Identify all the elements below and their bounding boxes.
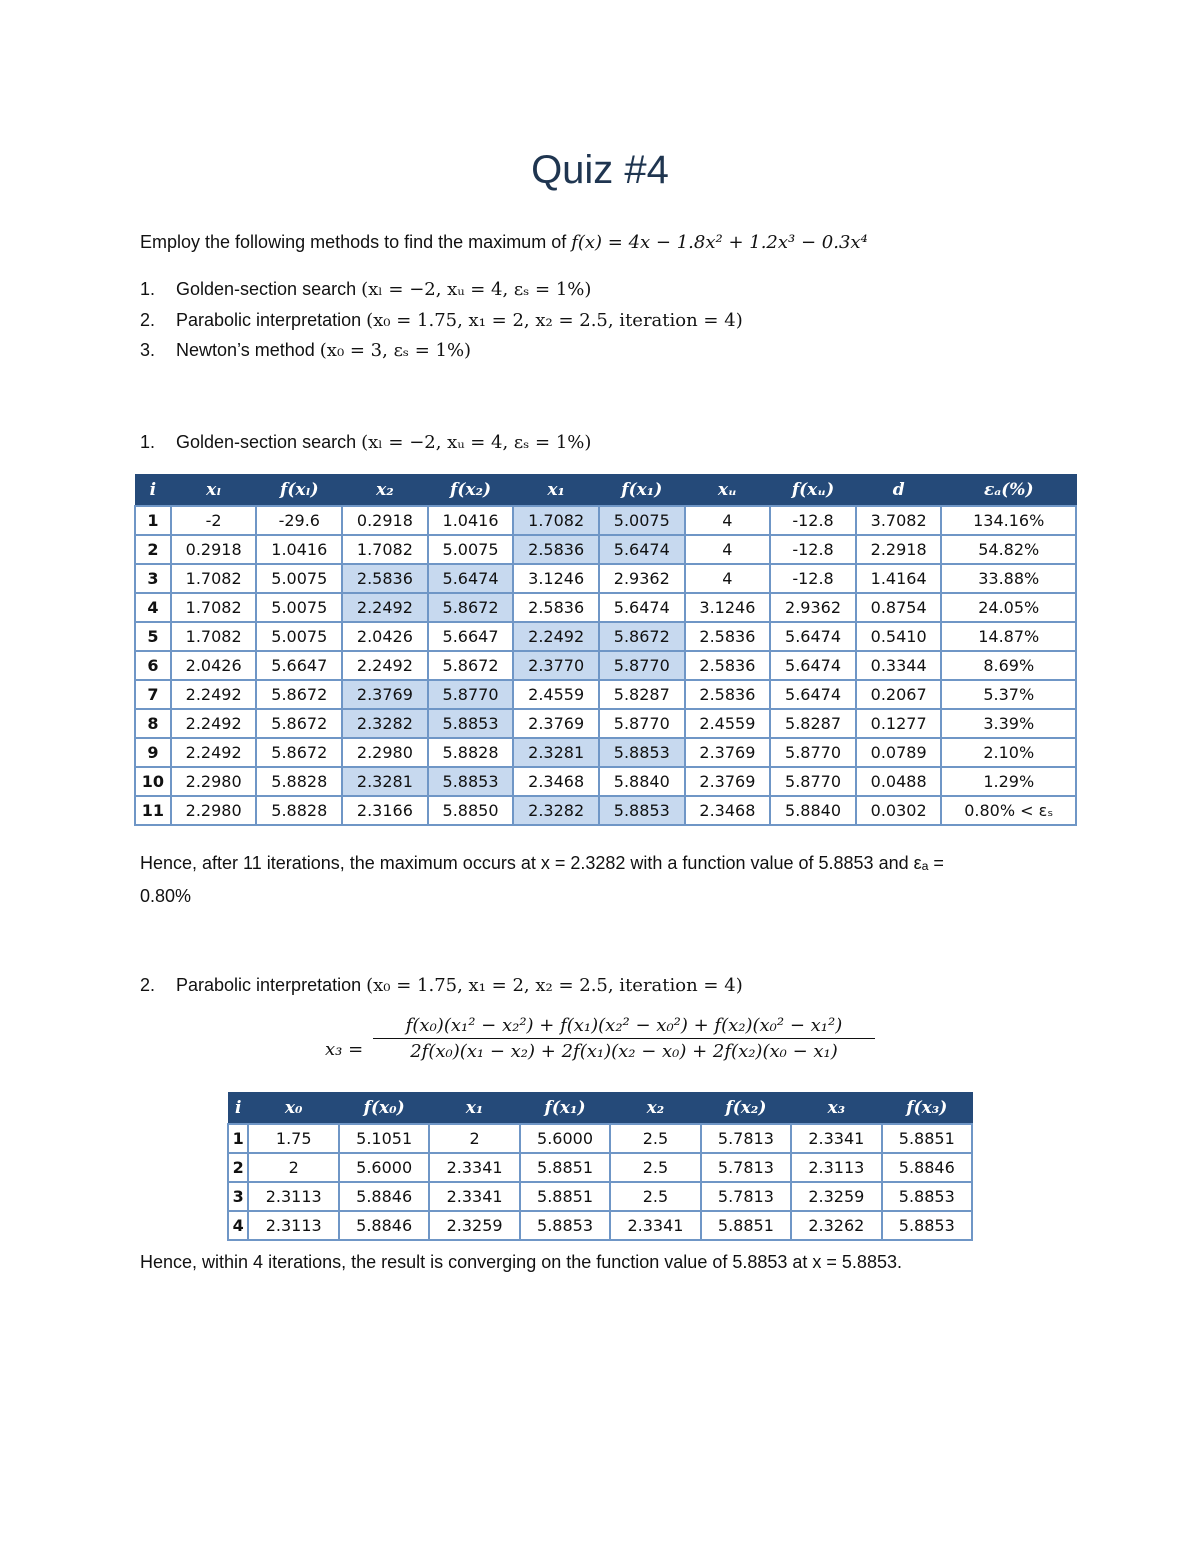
column-header: f(x₃): [882, 1093, 972, 1125]
method-item-1: [140, 279, 591, 300]
section-label: Parabolic interpretation: [176, 975, 362, 995]
table-cell: 2.3341: [791, 1124, 881, 1153]
column-header: f(xᵤ): [770, 475, 856, 507]
table-cell: 5.8853: [882, 1182, 972, 1211]
table-cell: 2.5836: [342, 564, 428, 593]
table-cell: 2.3769: [685, 767, 771, 796]
table-cell: 2.3468: [685, 796, 771, 825]
table-cell: 5.8770: [770, 738, 856, 767]
table-cell: 5.6474: [770, 651, 856, 680]
iteration-cell: 4: [135, 593, 171, 622]
formula-lhs: x₃ =: [325, 1039, 364, 1060]
table-cell: 2.3769: [513, 709, 599, 738]
table-cell: 5.6647: [428, 622, 514, 651]
column-header: i: [135, 475, 171, 507]
column-header: x₃: [791, 1093, 881, 1125]
column-header: i: [228, 1093, 248, 1125]
column-header: f(x₀): [339, 1093, 429, 1125]
method-item-2: [140, 310, 743, 331]
table-cell: 5.1051: [339, 1124, 429, 1153]
table-row: [135, 767, 1076, 796]
section-number: 1.: [140, 432, 156, 452]
iteration-cell: 3: [228, 1182, 248, 1211]
table-cell: -2: [171, 506, 257, 535]
table-cell: 2.5836: [513, 535, 599, 564]
table-cell: 2.2492: [171, 738, 257, 767]
table-cell: 1.7082: [171, 622, 257, 651]
table-cell: 3.1246: [685, 593, 771, 622]
table-cell: 5.8851: [520, 1153, 610, 1182]
table-cell: 5.8672: [428, 651, 514, 680]
table-cell: 1.7082: [342, 535, 428, 564]
table-cell: 2.3262: [791, 1211, 881, 1240]
column-header: x₁: [429, 1093, 519, 1125]
table-row: [228, 1153, 972, 1182]
table-cell: 2.10%: [941, 738, 1076, 767]
table-cell: 5.8853: [428, 709, 514, 738]
table-cell: 14.87%: [941, 622, 1076, 651]
table-cell: 1.75: [248, 1124, 338, 1153]
iteration-cell: 1: [228, 1124, 248, 1153]
table-cell: 2.5836: [513, 593, 599, 622]
table-cell: 4: [685, 564, 771, 593]
parabolic-table: [227, 1092, 973, 1241]
table-cell: 8.69%: [941, 651, 1076, 680]
table-cell: 1.7082: [171, 564, 257, 593]
table-cell: -12.8: [770, 506, 856, 535]
method-label: Golden-section search: [176, 279, 357, 299]
intro-line: [140, 232, 868, 253]
table-cell: 5.8840: [599, 767, 685, 796]
table-cell: 2.2980: [342, 738, 428, 767]
iteration-cell: 9: [135, 738, 171, 767]
table-cell: 5.37%: [941, 680, 1076, 709]
iteration-cell: 6: [135, 651, 171, 680]
table-row: [135, 622, 1076, 651]
table-cell: 0.2918: [342, 506, 428, 535]
iteration-cell: 5: [135, 622, 171, 651]
table-cell: 5.8770: [599, 709, 685, 738]
table-cell: 5.8287: [599, 680, 685, 709]
table-cell: 0.3344: [856, 651, 942, 680]
table-row: [135, 564, 1076, 593]
table-cell: 5.7813: [701, 1182, 791, 1211]
table-cell: 5.0075: [256, 622, 342, 651]
table-cell: 0.5410: [856, 622, 942, 651]
page-title: Quiz #4: [531, 148, 669, 192]
column-header: εₐ(%): [941, 475, 1076, 507]
table-cell: 2.2492: [171, 680, 257, 709]
table-cell: 134.16%: [941, 506, 1076, 535]
table-cell: 0.0488: [856, 767, 942, 796]
table-cell: 5.0075: [599, 506, 685, 535]
table-cell: 0.80% < εₛ: [941, 796, 1076, 825]
table-cell: 2.4559: [685, 709, 771, 738]
table-cell: 2.3113: [248, 1211, 338, 1240]
column-header: f(x₂): [701, 1093, 791, 1125]
column-header: f(x₁): [599, 475, 685, 507]
table-cell: 5.6000: [339, 1153, 429, 1182]
table-row: [135, 680, 1076, 709]
table-cell: 5.8851: [882, 1124, 972, 1153]
table-cell: 0.0789: [856, 738, 942, 767]
table-cell: 5.6474: [599, 535, 685, 564]
table-cell: 5.8840: [770, 796, 856, 825]
table-cell: 2.3259: [791, 1182, 881, 1211]
table-cell: 5.8853: [520, 1211, 610, 1240]
table-row: [135, 738, 1076, 767]
table-cell: 5.8770: [770, 767, 856, 796]
table-cell: 2.0426: [171, 651, 257, 680]
iteration-cell: 7: [135, 680, 171, 709]
table-cell: 2.5836: [685, 651, 771, 680]
column-header: x₂: [342, 475, 428, 507]
method-label: Parabolic interpretation: [176, 310, 362, 330]
table-row: [228, 1182, 972, 1211]
iteration-cell: 2: [228, 1153, 248, 1182]
table-cell: 2.2492: [342, 651, 428, 680]
table-cell: 2.5: [610, 1124, 700, 1153]
iteration-cell: 10: [135, 767, 171, 796]
table-cell: 5.7813: [701, 1153, 791, 1182]
method-label: Newton’s method: [176, 340, 315, 360]
table-cell: 5.8828: [256, 767, 342, 796]
section2-heading: [140, 975, 743, 996]
table-cell: 5.6474: [599, 593, 685, 622]
table-cell: -29.6: [256, 506, 342, 535]
column-header: f(x₂): [428, 475, 514, 507]
table-cell: 2.3113: [791, 1153, 881, 1182]
formula-numerator: f(x₀)(x₁² − x₂²) + f(x₁)(x₂² − x₀²) + f(x₂)(x₀² − x₁²): [373, 1015, 875, 1039]
column-header: xᵤ: [685, 475, 771, 507]
table-row: [135, 593, 1076, 622]
table-cell: 5.8846: [882, 1153, 972, 1182]
table-cell: 2.3281: [342, 767, 428, 796]
table-cell: 4: [685, 535, 771, 564]
table-cell: 2.5: [610, 1153, 700, 1182]
table-cell: 5.8828: [428, 738, 514, 767]
iteration-cell: 8: [135, 709, 171, 738]
table-cell: 3.7082: [856, 506, 942, 535]
table-cell: 2.9362: [599, 564, 685, 593]
table-cell: 24.05%: [941, 593, 1076, 622]
table-header-row: [135, 475, 1076, 507]
table-cell: 2.2918: [856, 535, 942, 564]
method-number: 2.: [140, 310, 156, 330]
table-cell: 1.7082: [171, 593, 257, 622]
table-cell: 5.8672: [256, 738, 342, 767]
table-row: [135, 709, 1076, 738]
section-label: Golden-section search: [176, 432, 357, 452]
table-cell: 5.8853: [882, 1211, 972, 1240]
table-row: [135, 796, 1076, 825]
column-header: x₁: [513, 475, 599, 507]
table-cell: 2: [248, 1153, 338, 1182]
method-item-3: [140, 340, 471, 361]
table-cell: -12.8: [770, 535, 856, 564]
table-cell: 5.8851: [701, 1211, 791, 1240]
column-header: f(xₗ): [256, 475, 342, 507]
iteration-cell: 2: [135, 535, 171, 564]
table-cell: 0.0302: [856, 796, 942, 825]
section1-conclusion-line1: Hence, after 11 iterations, the maximum occurs at x = 2.3282 with a function value of 5.8853 and εₐ =: [140, 853, 944, 873]
table-cell: 2.0426: [342, 622, 428, 651]
table-cell: 2.5: [610, 1182, 700, 1211]
table-cell: 0.1277: [856, 709, 942, 738]
method-params: (x₀ = 3, εₛ = 1%): [319, 340, 472, 361]
table-cell: 3.1246: [513, 564, 599, 593]
table-header-row: [228, 1093, 972, 1125]
table-cell: 1.0416: [428, 506, 514, 535]
table-cell: 4: [685, 506, 771, 535]
table-cell: 5.8672: [256, 709, 342, 738]
table-cell: 5.8828: [256, 796, 342, 825]
table-cell: 33.88%: [941, 564, 1076, 593]
section1-heading: [140, 432, 591, 453]
column-header: xₗ: [171, 475, 257, 507]
table-cell: 5.8846: [339, 1211, 429, 1240]
method-number: 3.: [140, 340, 156, 360]
table-cell: 5.8770: [428, 680, 514, 709]
iteration-cell: 3: [135, 564, 171, 593]
section2-conclusion: Hence, within 4 iterations, the result is converging on the function value of 5.8853 at x = 5.8853.: [140, 1252, 902, 1272]
table-cell: 5.8672: [428, 593, 514, 622]
iteration-cell: 11: [135, 796, 171, 825]
table-cell: 2.3282: [342, 709, 428, 738]
table-cell: 2.2980: [171, 767, 257, 796]
table-cell: 2.3281: [513, 738, 599, 767]
table-cell: 1.29%: [941, 767, 1076, 796]
table-cell: 5.0075: [428, 535, 514, 564]
table-cell: 2.5836: [685, 680, 771, 709]
table-cell: 1.7082: [513, 506, 599, 535]
table-cell: 2.2492: [171, 709, 257, 738]
table-cell: 2.9362: [770, 593, 856, 622]
formula-denominator: 2f(x₀)(x₁ − x₂) + 2f(x₁)(x₂ − x₀) + 2f(x₂)(x₀ − x₁): [410, 1041, 838, 1062]
table-cell: 2.3166: [342, 796, 428, 825]
table-cell: 54.82%: [941, 535, 1076, 564]
column-header: f(x₁): [520, 1093, 610, 1125]
table-cell: 5.7813: [701, 1124, 791, 1153]
section-params: (xₗ = −2, xᵤ = 4, εₛ = 1%): [361, 432, 592, 453]
intro-text: Employ the following methods to find the maximum of: [140, 232, 567, 252]
table-cell: -12.8: [770, 564, 856, 593]
table-cell: 5.6000: [520, 1124, 610, 1153]
table-cell: 5.8853: [428, 767, 514, 796]
table-cell: 2.3282: [513, 796, 599, 825]
table-cell: 2.3770: [513, 651, 599, 680]
table-cell: 5.8672: [256, 680, 342, 709]
table-cell: 2.4559: [513, 680, 599, 709]
table-cell: 2.3769: [342, 680, 428, 709]
golden-section-table: [134, 474, 1077, 826]
table-cell: 5.6474: [770, 622, 856, 651]
table-row: [228, 1211, 972, 1240]
table-cell: 1.4164: [856, 564, 942, 593]
iteration-cell: 4: [228, 1211, 248, 1240]
formula-fraction: [373, 1015, 875, 1062]
column-header: x₀: [248, 1093, 338, 1125]
table-cell: 5.6474: [428, 564, 514, 593]
table-cell: 5.6647: [256, 651, 342, 680]
section-number: 2.: [140, 975, 156, 995]
column-header: x₂: [610, 1093, 700, 1125]
table-cell: 5.0075: [256, 593, 342, 622]
table-row: [135, 506, 1076, 535]
table-row: [135, 651, 1076, 680]
table-cell: 5.0075: [256, 564, 342, 593]
table-cell: 5.8851: [520, 1182, 610, 1211]
table-cell: 5.8853: [599, 738, 685, 767]
table-row: [135, 535, 1076, 564]
function-formula: f(x) = 4x − 1.8x² + 1.2x³ − 0.3x⁴: [571, 232, 868, 253]
method-params: (xₗ = −2, xᵤ = 4, εₛ = 1%): [361, 279, 592, 300]
table-cell: 5.8853: [599, 796, 685, 825]
table-cell: 2.5836: [685, 622, 771, 651]
table-cell: 5.8850: [428, 796, 514, 825]
table-cell: 2.2980: [171, 796, 257, 825]
table-cell: 2.3769: [685, 738, 771, 767]
section1-conclusion-line2: 0.80%: [140, 886, 192, 906]
table-cell: 5.6474: [770, 680, 856, 709]
table-cell: 0.2067: [856, 680, 942, 709]
table-cell: 5.8770: [599, 651, 685, 680]
table-cell: 2.3341: [610, 1211, 700, 1240]
table-row: [228, 1124, 972, 1153]
iteration-cell: 1: [135, 506, 171, 535]
table-cell: 2.3113: [248, 1182, 338, 1211]
table-cell: 0.8754: [856, 593, 942, 622]
table-cell: 2.2492: [342, 593, 428, 622]
method-params: (x₀ = 1.75, x₁ = 2, x₂ = 2.5, iteration = 4): [366, 310, 743, 331]
table-cell: 5.8846: [339, 1182, 429, 1211]
table-cell: 5.8672: [599, 622, 685, 651]
table-cell: 2.3341: [429, 1153, 519, 1182]
table-cell: 2: [429, 1124, 519, 1153]
table-cell: 5.8287: [770, 709, 856, 738]
table-cell: 0.2918: [171, 535, 257, 564]
table-cell: 2.3468: [513, 767, 599, 796]
table-cell: 2.3259: [429, 1211, 519, 1240]
column-header: d: [856, 475, 942, 507]
section-params: (x₀ = 1.75, x₁ = 2, x₂ = 2.5, iteration = 4): [366, 975, 743, 996]
table-cell: 1.0416: [256, 535, 342, 564]
table-cell: 2.2492: [513, 622, 599, 651]
table-cell: 3.39%: [941, 709, 1076, 738]
table-cell: 2.3341: [429, 1182, 519, 1211]
method-number: 1.: [140, 279, 156, 299]
